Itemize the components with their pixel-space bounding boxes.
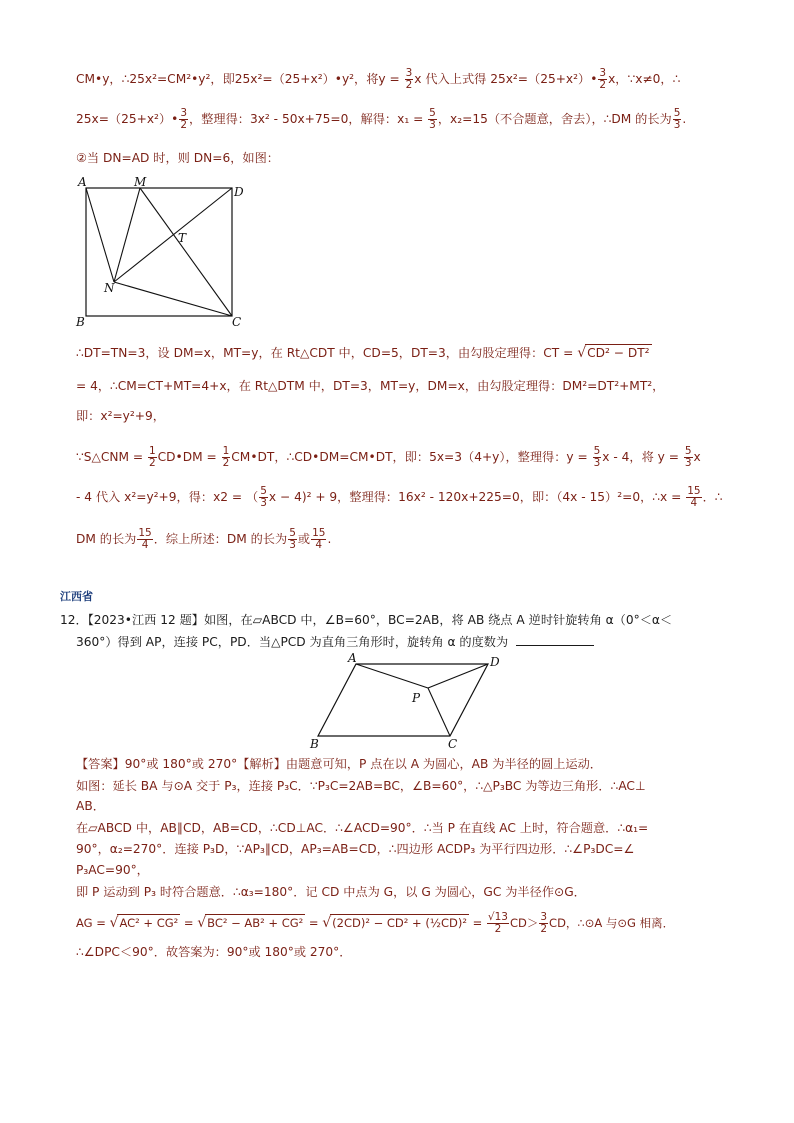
text-line: 即：x²=y²+9， — [76, 409, 165, 423]
label-m: M — [134, 175, 147, 189]
rectangle-abcd — [86, 188, 232, 316]
text-segment: CD＞ — [509, 916, 539, 930]
segment-nc — [114, 282, 232, 316]
parallelogram-figure — [308, 652, 508, 752]
text-line — [76, 528, 331, 551]
radical-sign: √ — [577, 345, 587, 361]
answer-line: 【答案】90°或 180°或 270°【解析】由题意可知，P 点在以 A 为圆心，AB 为半径的圆上运动． — [76, 757, 602, 771]
text-segment: = — [468, 916, 486, 930]
fraction-denominator: 3 — [593, 457, 601, 469]
fraction-numerator: 15 — [138, 527, 152, 539]
text-segment: ，x₂=15（不合题意，舍去），∴DM 的长为 — [437, 112, 672, 126]
answer-line: 即 P 运动到 P₃ 时符合题意．∴α₃=180°．记 CD 中点为 G，以 G 为圆心，GC 为半径作⊙G． — [76, 885, 586, 899]
radicand: AC² + CG² — [119, 916, 179, 930]
answer-line: ∴∠DPC＜90°．故答案为：90°或 180°或 270°． — [76, 945, 352, 959]
text-segment: 25x=（25+x²）• — [76, 112, 179, 126]
fraction-denominator: 4 — [690, 497, 698, 509]
fraction-denominator: 2 — [540, 923, 548, 935]
answer-line: 在▱ABCD 中，AB∥CD，AB=CD，∴CD⊥AC．∴∠ACD=90°．∴当 P 在直线 AC 上时，符合题意．∴α₁= — [76, 821, 649, 835]
fraction-denominator: 2 — [222, 457, 230, 469]
text-segment: 360°）得到 AP，连接 PC，PD．当△PCD 为直角三角形时，旋转角 α 的度数为 — [76, 635, 509, 649]
label-t: T — [178, 231, 187, 245]
label-p: P — [412, 691, 421, 705]
label-b: B — [310, 737, 319, 751]
fraction — [539, 912, 548, 935]
text-line — [76, 68, 680, 91]
segment-mn — [114, 188, 140, 282]
text-line — [76, 486, 723, 509]
fraction-denominator: 2 — [494, 923, 502, 935]
label-n: N — [104, 281, 115, 295]
fraction — [684, 446, 693, 469]
text-segment: 或 — [297, 532, 311, 546]
fraction-numerator: 15 — [687, 485, 701, 497]
fraction — [137, 528, 152, 551]
fraction-denominator: 3 — [684, 457, 692, 469]
radicand: CD² − DT² — [587, 346, 650, 360]
answer-line: 如图：延长 BA 与⊙A 交于 P₃，连接 P₃C．∵P₃C=2AB=BC，∠B=60°，∴△P₃BC 为等边三角形．∴AC⊥ — [76, 779, 646, 793]
question-line — [76, 634, 594, 651]
fraction-denominator: 2 — [599, 79, 607, 91]
fraction — [179, 108, 188, 131]
radical-sign: √ — [109, 915, 119, 931]
segment-dn — [114, 188, 232, 282]
section-heading: 江西省 — [60, 590, 93, 603]
text-segment: AG = — [76, 916, 110, 930]
fraction — [259, 486, 268, 509]
segment-an — [86, 188, 114, 282]
text-segment: ∴DT=TN=3，设 DM=x，MT=y，在 Rt△CDT 中，CD=5，DT=3，由勾股定理得：CT = — [76, 346, 578, 360]
text-segment: x 代入上式得 25x²=（25+x²）• — [414, 72, 598, 86]
label-c: C — [232, 315, 242, 329]
text-segment: . — [682, 112, 687, 126]
radical-sign: √ — [197, 915, 207, 931]
text-segment: ．综上所述：DM 的长为 — [153, 532, 288, 546]
label-d: D — [490, 655, 500, 669]
question-line: 12．【2023•江西 12 题】如图，在▱ABCD 中，∠B=60°，BC=2AB，将 AB 绕点 A 逆时针旋转角 α（0°＜α＜ — [60, 613, 673, 627]
parallelogram-abcd — [318, 664, 488, 736]
fraction — [593, 446, 602, 469]
fraction-denominator: 4 — [141, 539, 149, 551]
segment-ap — [356, 664, 428, 688]
fraction-denominator: 2 — [180, 119, 188, 131]
text-segment: x − 4)² + 9，整理得：16x² - 120x+225=0，即：（4x - 15）²=0，∴x = — [268, 490, 686, 504]
fraction-denominator: 3 — [429, 119, 436, 131]
answer-line: 90°，α₂=270°．连接 P₃D，∵AP₃∥CD，AP₃=AB=CD，∴四边形 ACDP₃ 为平行四边形．∴∠P₃DC=∠ — [76, 842, 635, 856]
fraction — [673, 108, 682, 131]
segment-pc — [428, 688, 450, 736]
fraction — [487, 912, 509, 935]
text-line: = 4，∴CM=CT+MT=4+x，在 Rt△DTM 中，DT=3，MT=y，DM=x，由勾股定理得：DM²=DT²+MT²， — [76, 379, 665, 393]
answer-blank — [516, 634, 594, 646]
text-line — [76, 108, 686, 131]
fraction — [148, 446, 157, 469]
text-segment: x - 4，将 y = — [602, 450, 683, 464]
fraction-numerator: 15 — [312, 527, 326, 539]
fraction-numerator: 1 — [148, 445, 156, 457]
fraction-numerator: √13 — [487, 911, 508, 923]
text-segment: CD•DM = — [157, 450, 221, 464]
text-line — [76, 446, 701, 469]
text-line — [76, 344, 652, 362]
label-c: C — [448, 737, 458, 751]
fraction — [311, 528, 326, 551]
fraction — [288, 528, 297, 551]
text-segment: = — [305, 916, 323, 930]
fraction — [405, 68, 414, 91]
fraction-denominator: 3 — [289, 539, 296, 551]
text-segment: . — [327, 532, 332, 546]
answer-line — [76, 912, 674, 935]
fraction-numerator: 5 — [289, 527, 296, 539]
fraction-numerator: 5 — [684, 445, 692, 457]
text-segment: ∵S△CNM = — [76, 450, 147, 464]
label-b: B — [76, 315, 85, 329]
radicand: BC² − AB² + CG² — [207, 916, 304, 930]
rectangle-figure — [72, 172, 252, 332]
fraction-denominator: 3 — [673, 119, 681, 131]
fraction-numerator: 3 — [405, 67, 413, 79]
label-d: D — [234, 185, 244, 199]
text-segment: DM 的长为 — [76, 532, 137, 546]
fraction — [598, 68, 607, 91]
radicand: (2CD)² − CD² + (½CD)² — [332, 916, 467, 930]
fraction-denominator: 4 — [315, 539, 323, 551]
fraction — [428, 108, 437, 131]
text-segment: x — [693, 450, 701, 464]
fraction — [686, 486, 701, 509]
text-segment: CM•DT，∴CD•DM=CM•DT，即：5x=3（4+y），整理得：y = — [231, 450, 592, 464]
fraction-numerator: 5 — [593, 445, 601, 457]
fraction — [222, 446, 231, 469]
fraction-numerator: 5 — [260, 485, 267, 497]
text-segment: CM•y，∴25x²=CM²•y²，即25x²=（25+x²）•y²，将y = — [76, 72, 404, 86]
fraction-denominator: 2 — [405, 79, 413, 91]
fraction-numerator: 3 — [540, 911, 548, 923]
answer-line: P₃AC=90°， — [76, 863, 149, 877]
label-a: A — [348, 652, 357, 665]
text-segment: = — [180, 916, 198, 930]
segment-mc — [140, 188, 232, 316]
fraction-numerator: 3 — [180, 107, 188, 119]
text-segment: ．∴ — [702, 490, 723, 504]
text-segment: CD，∴⊙A 与⊙G 相离． — [549, 916, 675, 930]
segment-pd — [428, 664, 488, 688]
text-segment: ，整理得：3x² - 50x+75=0，解得：x₁ = — [189, 112, 428, 126]
fraction-numerator: 5 — [429, 107, 436, 119]
fraction-numerator: 3 — [599, 67, 607, 79]
fraction-numerator: 1 — [222, 445, 230, 457]
fraction-denominator: 2 — [148, 457, 156, 469]
text-segment: - 4 代入 x²=y²+9，得：x2 = （ — [76, 490, 259, 504]
radical-sign: √ — [322, 915, 332, 931]
text-segment: x，∵x≠0，∴ — [608, 72, 681, 86]
fraction-numerator: 5 — [673, 107, 681, 119]
case-heading: ②当 DN=AD 时，则 DN=6，如图： — [76, 151, 279, 165]
fraction-denominator: 3 — [260, 497, 267, 509]
answer-line: AB． — [76, 799, 105, 813]
label-a: A — [78, 175, 87, 189]
